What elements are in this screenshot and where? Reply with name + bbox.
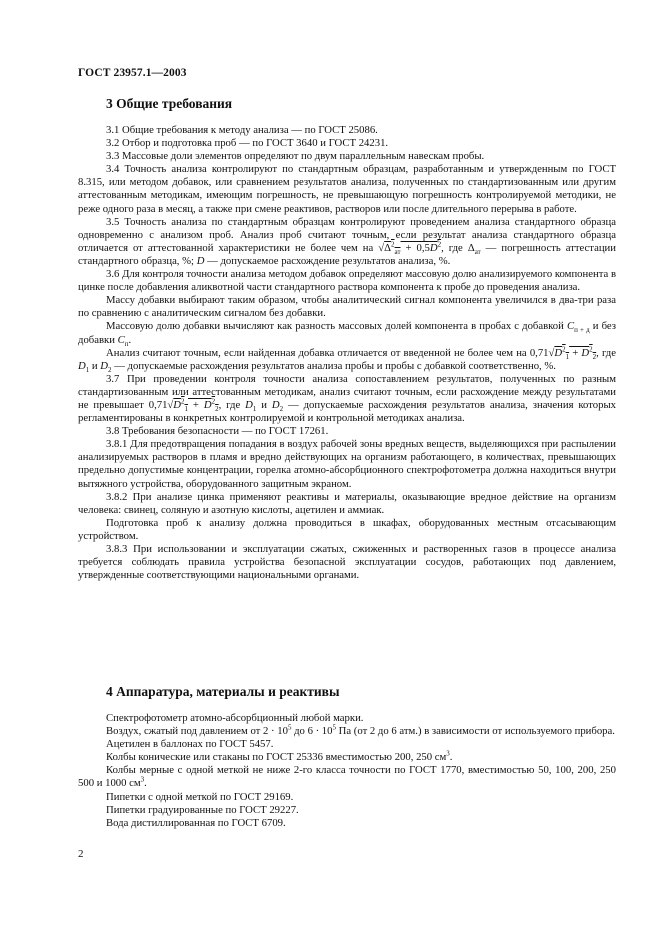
para-3-2: 3.2 Отбор и подготовка проб — по ГОСТ 3640 и ГОСТ 24231.	[106, 137, 389, 150]
section-4-title: 4 Аппаратура, материалы и реактивы	[106, 684, 340, 699]
item-volumetric-flasks: Колбы мерные с одной меткой не ниже 2-го класса точности по ГОСТ 1770, вместимостью 50, 100, 200, 250 500 и 1000 $см^3$.	[78, 764, 616, 790]
para-3-8-1: 3.8.1 Для предотвращения попадания в воздух рабочей зоны вредных веществ, выделяющихся при распылении анализируемых растворов в пламя и вредно действующих на организм работающего, в количествах, превышающих предельно допустимые концентрации, горелка атомно-абсорбционного спектрофотометра должна находиться внутри вытяжного устройства, оборудованного защитным экраном.	[78, 438, 616, 490]
formula-071-b: $0,71√D^2_1 + D^2_2$	[148, 397, 219, 414]
para-3-8-3: 3.8.3 При использовании и эксплуатации сжатых, сжиженных и растворенных газов в процессе анализа требуется соблюдать правила устройства безопасной эксплуатации сосудов, работающих под давлением, утвержденные соответствующими национальными органами.	[78, 543, 616, 582]
para-3-4: 3.4 Точность анализа контролируют по стандартным образцам, разработанным и утвержденным по ГОСТ 8.315, или методом добавок, или сравнением результатов анализа, полученных по стандартизованным или другим аттестованным методикам, имеющим погрешность, не превышающую погрешность контролируемой методики, не реже одного раза в месяц, а также при смене реактивов, растворов или после длительного перерыва в работе.	[78, 163, 616, 215]
para-3-6-calc: Массовую долю добавки вычисляют как разность массовых долей компонента в пробах с добавкой $C_{п + д}$ и без добавки $C_п$.	[78, 320, 616, 348]
item-pipettes-mark: Пипетки с одной меткой по ГОСТ 29169.	[106, 790, 294, 803]
formula-071-a: $0,71√D^2_1 + D^2_2$	[529, 345, 597, 361]
item-pipettes-graduated: Пипетки градуированные по ГОСТ 29227.	[106, 803, 299, 816]
para-3-6: 3.6 Для контроля точности анализа методом добавок определяют массовую долю анализируемого компонента в цинке после добавления аликвотной части стандартного раствора компонента к пробе до проведения анализа.	[78, 268, 616, 294]
item-conical-flasks: Колбы конические или стаканы по ГОСТ 25336 вместимостью 200, 250 $см^3$.	[106, 749, 453, 764]
item-distilled-water: Вода дистиллированная по ГОСТ 6709.	[106, 816, 286, 829]
para-3-8-2-prep: Подготовка проб к анализу должна проводиться в шкафах, оборудованных местным отсасывающим устройством.	[78, 516, 616, 542]
formula-sqrt-delta: $√\Delta^2_{ат} + 0,5D^2$	[378, 240, 442, 256]
para-3-6-mass: Массу добавки выбирают таким образом, чтобы аналитический сигнал компонента увеличился в два-три раза по сравнению с аналитическим сигналом без добавки.	[78, 294, 616, 320]
para-3-5: 3.5 Точность анализа по стандартным образцам контролируют проведением анализа стандартного образца одновременно с анализом проб. Анализ проб считают точным, если результат анализа стандартного образца отличается от аттестованной характеристики не более чем на $√\Delta^2_{ат} + 0,5D^2$, где $\Delta_{ат}$ — погрешность аттестации стандартного образца, %; D — допускаемое расхождение результатов анализа, %.	[78, 215, 616, 267]
para-3-8-2: 3.8.2 При анализе цинка применяют реактивы и материалы, оказывающие вредное действие на организм человека: свинец, соляную и азотную кислоты, ацетилен и аммиак.	[78, 490, 616, 516]
item-spectrophotometer: Спектрофотометр атомно-абсорбционный любой марки.	[106, 712, 364, 724]
item-acetylene: Ацетилен в баллонах по ГОСТ 5457.	[106, 738, 274, 751]
para-3-8: 3.8 Требования безопасности — по ГОСТ 17261.	[106, 425, 329, 438]
para-3-1: 3.1 Общие требования к методу анализа — по ГОСТ 25086.	[106, 124, 378, 136]
para-3-6-accuracy: Анализ считают точным, если найденная добавка отличается от введенной не более чем на $0,71√D^2_1 + D^2_2$, где $D_1$ и $D_2$ — допускаемые расхождения результатов анализа пробы и пробы с добавкой соответственно, %.	[78, 345, 616, 374]
document-code: ГОСТ 23957.1—2003	[78, 67, 187, 79]
section-3-body	[78, 124, 616, 582]
para-3-7: 3.7 При проведении контроля точности анализа сопоставлением результатов, полученных по разным стандартизованным или аттестованным методикам, анализ считают точным, если расхождение между результатами не превышает $0,71√D^2_1 + D^2_2$, где $D_1$ и $D_2$ — допускаемые расхождения результатов анализа, значения которых регламентированы в конкретных контролируемой и контрольной методиках анализа.	[78, 372, 616, 425]
section-4-body	[78, 712, 616, 830]
page-number: 2	[78, 848, 84, 860]
item-air: Воздух, сжатый под давлением от $2 \cdot 10^5$ до $6 \cdot 10^5$ Па (от 2 до 6 атм.) в зависимости от используемого прибора.	[106, 723, 615, 738]
section-3-title: 3 Общие требования	[106, 96, 233, 111]
para-3-3: 3.3 Массовые доли элементов определяют по двум параллельным навескам пробы.	[106, 150, 485, 163]
